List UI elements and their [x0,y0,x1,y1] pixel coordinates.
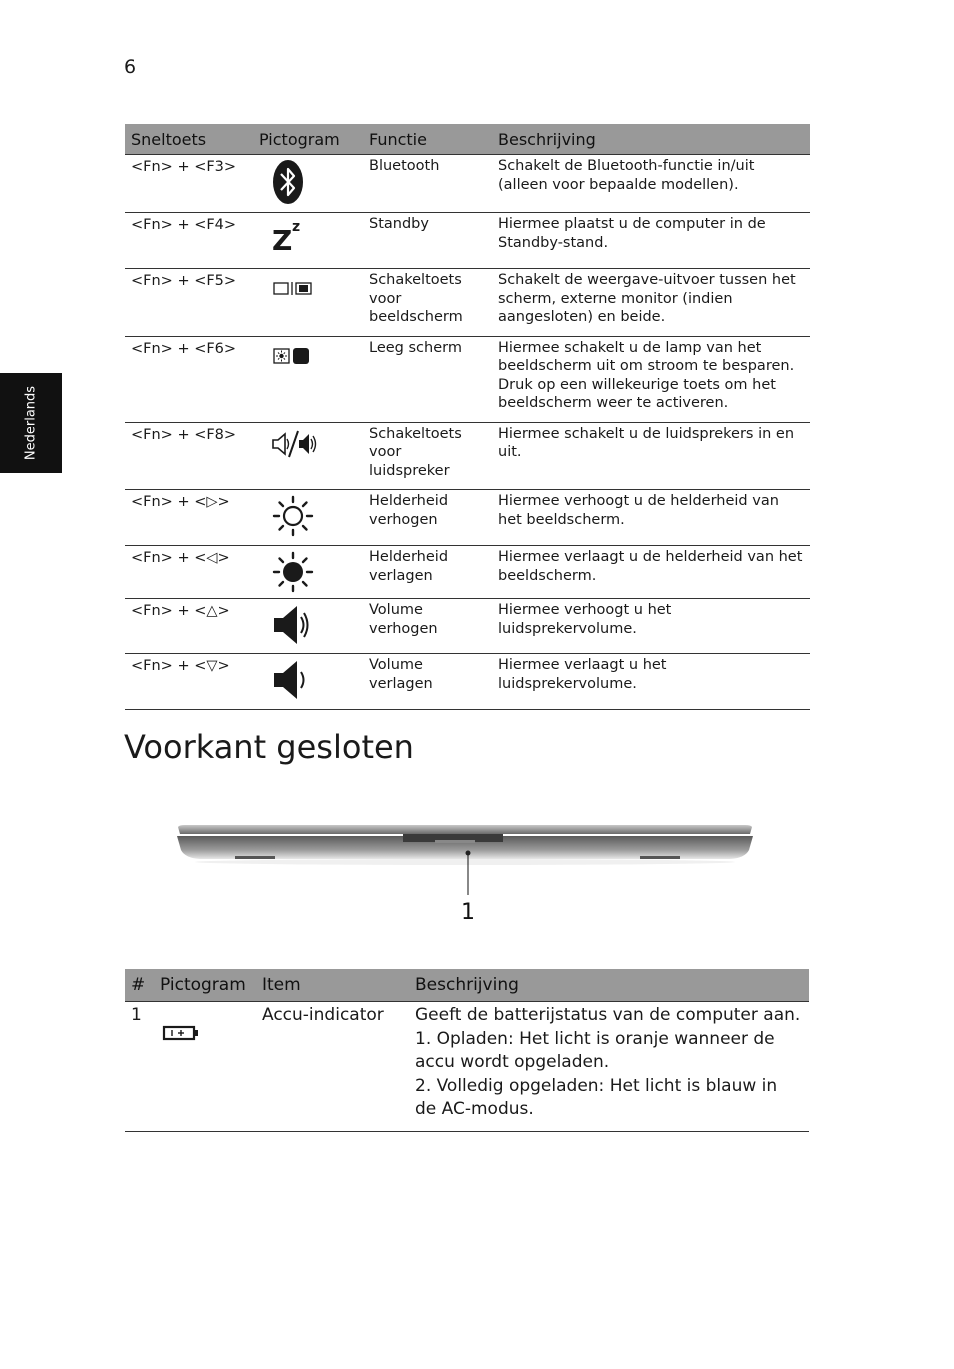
table-row [125,213,810,269]
header-item: Item [256,969,409,1002]
description-cell: Schakelt de Bluetooth-functie in/uit (alleen voor bepaalde modellen). [492,155,810,213]
header-beschrijving: Beschrijving [409,969,809,1002]
language-side-tab [0,373,62,473]
item-description [409,1002,809,1132]
description-step-1 [415,1028,803,1074]
description-intro: Geeft de batterijstatus van de computer aan. [415,1005,801,1025]
table-row [125,490,810,546]
step-1-label: 1. Opladen: [415,1029,514,1049]
function-cell: Helderheid verhogen [363,490,492,546]
function-cell: Helderheid verlagen [363,546,492,599]
speaker-toggle-icon [271,427,319,461]
items-table [125,969,809,1132]
header-beschrijving: Beschrijving [492,124,810,155]
page-number: 6 [124,56,137,78]
volume-up-icon [271,603,315,647]
hotkey-cell: <Fn> + <F3> [125,155,253,213]
description-step-2 [415,1075,803,1121]
icon-cell [253,422,363,490]
volume-down-icon [271,658,315,702]
table-row [125,546,810,599]
function-cell: Leeg scherm [363,336,492,422]
description-cell: Hiermee verhoogt u de helderheid van het beeldscherm. [492,490,810,546]
blank-screen-icon [271,341,319,371]
icon-cell [253,269,363,337]
language-tab-label: Nederlands [23,385,39,461]
standby-icon [271,217,305,253]
hotkey-cell: <Fn> + <△> [125,599,253,654]
function-cell: Schakeltoets voor luidspreker [363,422,492,490]
icon-cell [253,336,363,422]
hotkey-cell: <Fn> + <F5> [125,269,253,337]
step-1-text: Het licht is oranje wanneer de accu wordt opgeladen. [415,1029,775,1072]
icon-cell [154,1002,256,1132]
header-pictogram: Pictogram [253,124,363,155]
table-row [125,155,810,213]
item-number: 1 [125,1002,154,1132]
table-row [125,269,810,337]
items-header-row [125,969,809,1002]
function-cell: Volume verlagen [363,654,492,710]
description-cell: Hiermee schakelt u de lamp van het beeldscherm uit om stroom te besparen. Druk op een willekeurige toets om het beeldscherm weer te activeren. [492,336,810,422]
description-cell: Schakelt de weergave-uitvoer tussen het scherm, externe monitor (indien aangesloten) en beide. [492,269,810,337]
table-row [125,599,810,654]
hotkey-cell: <Fn> + <▽> [125,654,253,710]
brightness-down-icon [271,550,315,594]
bluetooth-icon [271,159,305,205]
section-title: Voorkant gesloten [124,728,414,766]
hotkey-cell: <Fn> + <F8> [125,422,253,490]
header-functie: Functie [363,124,492,155]
description-cell: Hiermee plaatst u de computer in de Standby-stand. [492,213,810,269]
callout-label: 1 [461,900,475,925]
header-pictogram: Pictogram [154,969,256,1002]
icon-cell [253,546,363,599]
hotkey-cell: <Fn> + <◁> [125,546,253,599]
icon-cell [253,654,363,710]
table-row [125,654,810,710]
hotkeys-table [125,124,810,710]
table-row [125,422,810,490]
table-row [125,1002,809,1132]
table-row [125,336,810,422]
battery-icon [162,1022,202,1052]
svg-text:z: z [292,219,301,235]
icon-cell [253,599,363,654]
function-cell: Schakeltoets voor beeldscherm [363,269,492,337]
brightness-up-icon [271,494,315,538]
header-sneltoets: Sneltoets [125,124,253,155]
icon-cell [253,213,363,269]
laptop-front-figure [175,822,755,925]
description-cell: Hiermee schakelt u de luidsprekers in en uit. [492,422,810,490]
description-cell: Hiermee verlaagt u de helderheid van het beeldscherm. [492,546,810,599]
hotkey-cell: <Fn> + <F6> [125,336,253,422]
hotkey-cell: <Fn> + <▷> [125,490,253,546]
hotkey-cell: <Fn> + <F4> [125,213,253,269]
display-toggle-icon [271,273,319,303]
hotkeys-header-row [125,124,810,155]
icon-cell [253,490,363,546]
header-number: # [125,969,154,1002]
step-2-text: Het licht is blauw in de AC-modus. [415,1076,778,1119]
function-cell: Standby [363,213,492,269]
icon-cell [253,155,363,213]
description-cell: Hiermee verhoogt u het luidsprekervolume. [492,599,810,654]
description-cell: Hiermee verlaagt u het luidsprekervolume. [492,654,810,710]
step-2-label: 2. Volledig opgeladen: [415,1076,605,1096]
svg-text:Z: Z [272,224,293,253]
function-cell: Bluetooth [363,155,492,213]
item-name: Accu-indicator [256,1002,409,1132]
function-cell: Volume verhogen [363,599,492,654]
